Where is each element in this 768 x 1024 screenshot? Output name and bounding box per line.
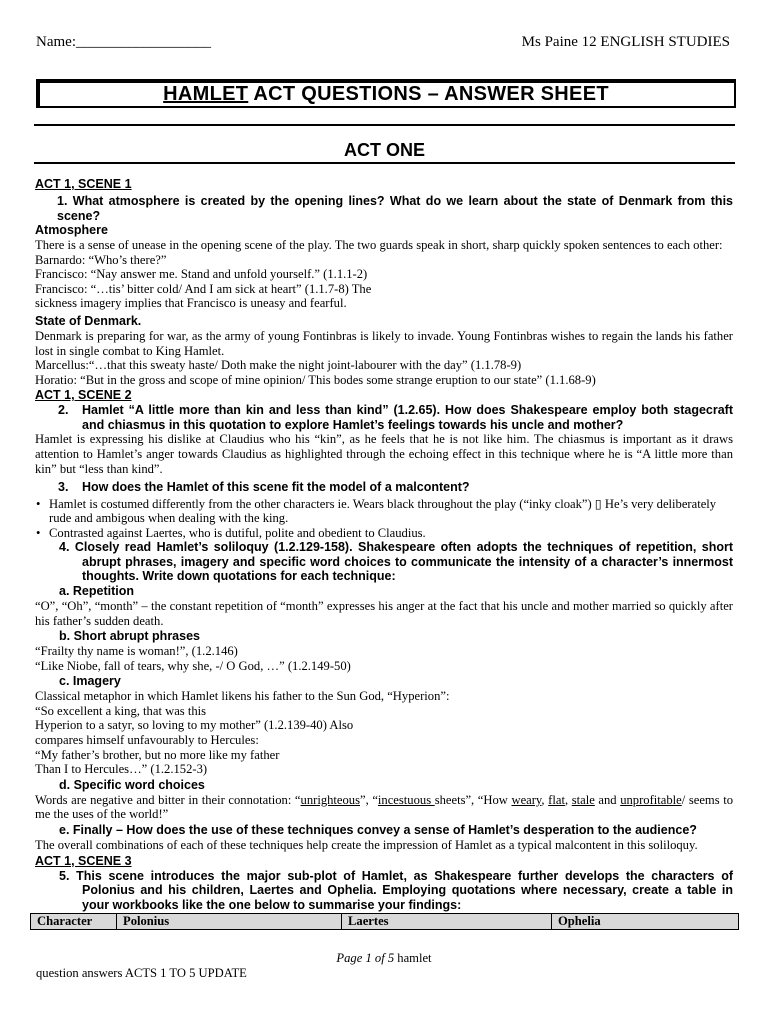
page-total: 5 xyxy=(387,951,395,965)
short-phrase-quote-2: “Like Niobe, fall of tears, why she, -/ O God, …” (1.2.149-50) xyxy=(35,658,351,673)
imagery-line-1: Classical metaphor in which Hamlet likens his father to the Sun God, “Hyperion”: xyxy=(35,689,450,704)
answer-2: Hamlet is expressing his dislike at Claudius who his “kin”, as he feels that he is not like him. The chiasmus is important as it draws attention to Hamlet’s anger towards Claudius as highlighted through the echoing effect in this technique where he is “A little more than kin” but “less than kind”. xyxy=(35,432,733,476)
word-unprofitable: unprofitable xyxy=(620,792,682,807)
page-footer: Page 1 of 5 hamlet xyxy=(336,951,432,965)
question-2: 2. Hamlet “A little more than kin and less than kind” (1.2.65). How does Shakespeare employ both stagecraft and chiasmus in this quotation to explore Hamlet’s feelings towards his uncle and mother? xyxy=(58,403,733,432)
scene-heading-1-3: ACT 1, SCENE 3 xyxy=(35,853,132,868)
title-hamlet: HAMLET xyxy=(163,83,249,105)
list-item: • Contrasted against Laertes, who is dutiful, polite and obedient to Claudius. xyxy=(49,526,733,541)
imagery-line-5: “My father’s brother, but no more like my father xyxy=(35,747,280,762)
quote-marcellus: Marcellus:“…that this sweaty haste/ Doth make the night joint-labourer with the day” (1.1.78-9) xyxy=(35,358,522,373)
repetition-answer: “O”, “Oh”, “month” – the constant repetition of “month” expresses his anger at the fact that his uncle and mother married so quickly after his father’s sudden death. xyxy=(35,598,733,628)
title-box xyxy=(36,79,736,108)
word-unrighteous: unrighteous xyxy=(300,792,360,807)
name-field-label: Name:__________________ xyxy=(36,34,211,50)
imagery-label: c. Imagery xyxy=(59,674,121,689)
word-choices-answer: Words are negative and bitter in their connotation: “unrighteous”, “incestuous sheets”, “How weary, flat, stale and unprofitable/ seems to me the uses of the world!” xyxy=(35,792,734,822)
imagery-line-2: “So excellent a king, that was this xyxy=(35,703,207,718)
short-phrase-quote-1: “Frailty thy name is woman!”, (1.2.146) xyxy=(35,644,238,659)
act-heading: ACT ONE xyxy=(344,140,425,160)
quote-francisco-2: Francisco: “…tis’ bitter cold/ And I am sick at heart” (1.1.7-8) The xyxy=(35,281,372,296)
word-flat: flat xyxy=(548,792,565,807)
answer-content xyxy=(35,176,733,930)
finally-answer: The overall combinations of each of these techniques help create the impression of Hamlet as a typical malcontent in this soliloquy. xyxy=(35,838,698,853)
quote-barnardo: Barnardo: “Who’s there?” xyxy=(35,252,167,267)
imagery-line-4: compares himself unfavourably to Hercules: xyxy=(35,733,259,748)
word-weary: weary xyxy=(511,792,542,807)
table-header-cell: Ophelia xyxy=(552,914,739,930)
word-incestuous: incestuous xyxy=(377,792,435,807)
act-divider xyxy=(34,162,735,164)
title-rest: ACT QUESTIONS – ANSWER SHEET xyxy=(248,83,609,105)
file-name-footer: question answers ACTS 1 TO 5 UPDATE xyxy=(36,966,247,980)
question-5: 5. This scene introduces the major sub-plot of Hamlet, as Shakespeare further develops the characters of Polonius and his children, Laertes and Ophelia. Employing quotations where necessary, create a table in your workbooks like the one below to summarise your findings: xyxy=(59,868,733,912)
atmosphere-answer: There is a sense of unease in the opening scene of the play. The two guards speak in short, sharp quickly spoken sentences to each other: xyxy=(35,238,723,252)
atmosphere-label: Atmosphere xyxy=(35,223,108,237)
word-stale: stale xyxy=(571,792,595,807)
top-divider xyxy=(34,124,735,126)
table-header-cell: Laertes xyxy=(342,914,552,930)
sickness-imagery-note: sickness imagery implies that Francisco is uneasy and fearful. xyxy=(35,296,347,311)
document-title xyxy=(38,83,734,106)
finally-question: e. Finally – How does the use of these techniques convey a sense of Hamlet’s desperation to the audience? xyxy=(59,823,697,838)
imagery-line-6: Than I to Hercules…” (1.2.152-3) xyxy=(35,762,208,777)
table-header-cell: Polonius xyxy=(117,914,342,930)
character-table xyxy=(30,913,739,930)
scene-heading-1-1: ACT 1, SCENE 1 xyxy=(35,177,132,191)
question-1: 1. What atmosphere is created by the opening lines? What do we learn about the state of Denmark from this scene? xyxy=(57,194,733,223)
question-4: 4. Closely read Hamlet’s soliloquy (1.2.129-158). Shakespeare often adopts the techniques of repetition, short abrupt phrases, imagery and specific word choices to communicate the intensity of a character’s innermost thoughts. Write down quotations for each technique: xyxy=(59,540,733,584)
page-number: 1 xyxy=(365,951,372,965)
imagery-line-3: Hyperion to a satyr, so loving to my mother” (1.2.139-40) Also xyxy=(35,718,354,733)
table-header-row xyxy=(31,914,739,930)
question-3: 3. How does the Hamlet of this scene fit the model of a malcontent? xyxy=(58,480,470,495)
table-header-cell: Character xyxy=(31,914,117,930)
word-choices-label: d. Specific word choices xyxy=(59,777,205,792)
short-phrases-label: b. Short abrupt phrases xyxy=(59,629,200,644)
list-item: • Hamlet is costumed differently from the other characters ie. Wears black throughout the play (“inky cloak”) ▯ He’s very deliberately rude and ambigous when dealing with the king. xyxy=(49,497,733,526)
quote-francisco-1: Francisco: “Nay answer me. Stand and unfold yourself.” (1.1.1-2) xyxy=(35,267,368,282)
repetition-label: a. Repetition xyxy=(59,583,135,598)
quote-horatio: Horatio: “But in the gross and scope of mine opinion/ This bodes some strange eruption to our state” (1.1.68-9) xyxy=(35,372,596,387)
state-of-denmark-answer: Denmark is preparing for war, as the army of young Fontinbras is likely to invade. Young Fontinbras wishes to regain the lands his father lost in single combat to King Hamlet. xyxy=(35,328,733,358)
answer-3-list xyxy=(35,497,733,541)
teacher-class-label: Ms Paine 12 ENGLISH STUDIES xyxy=(521,34,730,50)
state-of-denmark-label: State of Denmark. xyxy=(35,313,142,328)
scene-heading-1-2: ACT 1, SCENE 2 xyxy=(35,388,132,403)
